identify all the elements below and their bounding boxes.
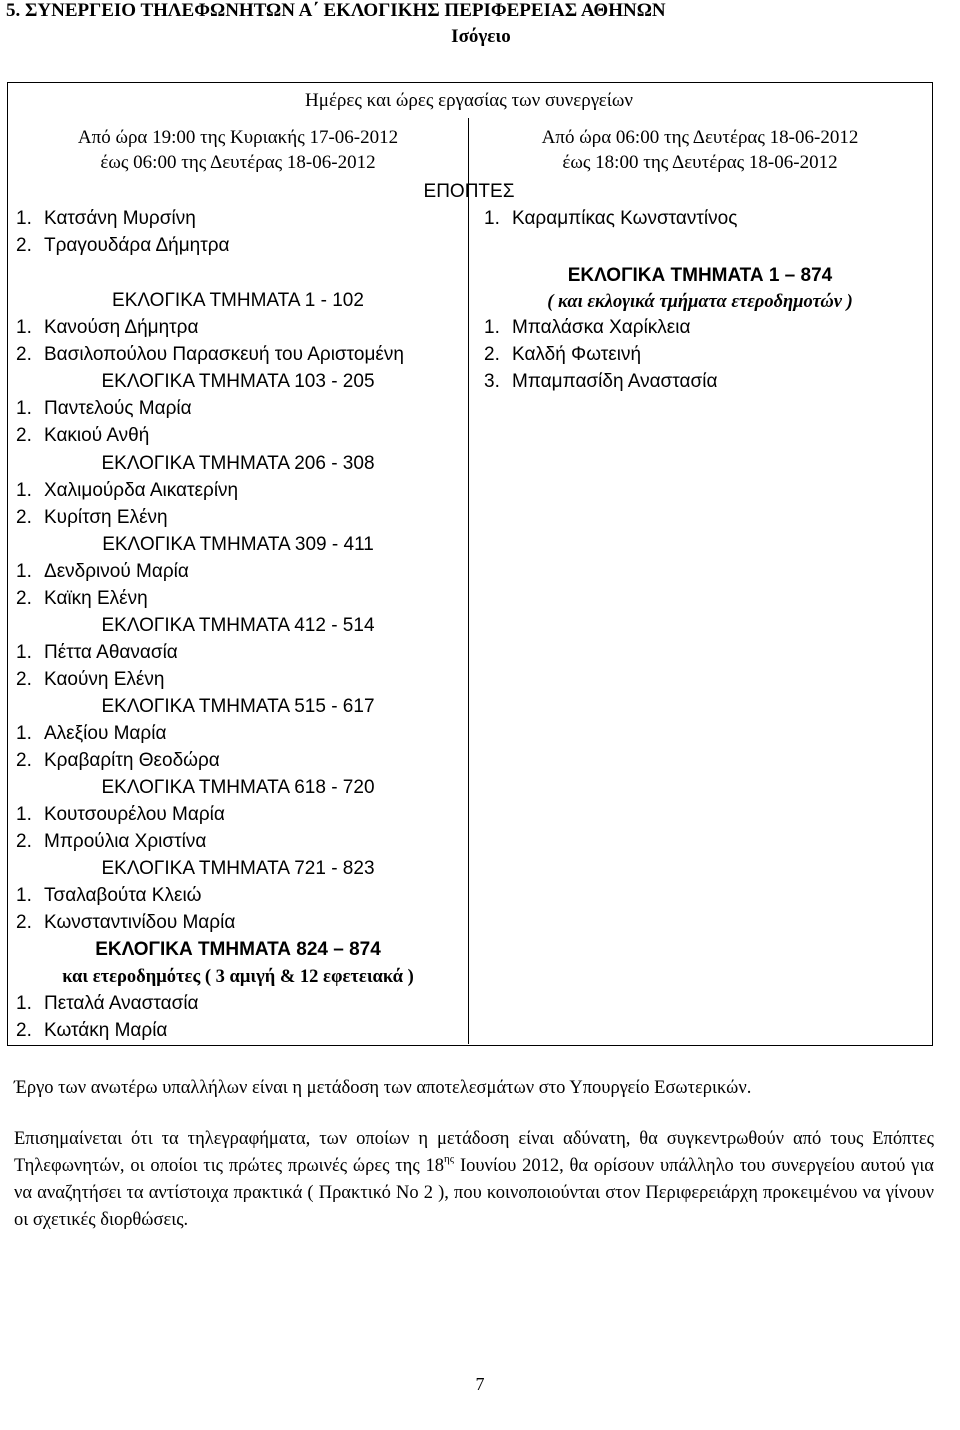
left-header-line-2: έως 06:00 της Δευτέρας 18-06-2012 [100, 152, 376, 173]
left-section-1-person-1: 1. Κανούση Δήμητρα [16, 317, 199, 338]
left-section-5-person-2: 2. Καούνη Ελένη [16, 669, 165, 690]
left-supervisor-1: 1. Κατσάνη Μυρσίνη [16, 208, 196, 229]
left-section-5-person-1: 1. Πέττα Αθανασία [16, 642, 178, 663]
left-section-1-title: ΕΚΛΟΓΙΚΑ ΤΜΗΜΑΤΑ 1 - 102 [112, 290, 364, 311]
heading-subtitle: Ισόγειο [451, 26, 511, 47]
left-section-3-title: ΕΚΛΟΓΙΚΑ ΤΜΗΜΑΤΑ 206 - 308 [101, 453, 375, 474]
right-header-line-1: Από ώρα 06:00 της Δευτέρας 18-06-2012 [541, 127, 859, 148]
left-section-4-person-1: 1. Δενδρινού Μαρία [16, 561, 189, 582]
left-section-4-title: ΕΚΛΟΓΙΚΑ ΤΜΗΜΑΤΑ 309 - 411 [102, 534, 374, 555]
right-header-line-2: έως 18:00 της Δευτέρας 18-06-2012 [562, 152, 838, 173]
page-number: 7 [475, 1374, 485, 1394]
left-section-2-person-1: 1. Παντελούς Μαρία [16, 398, 192, 419]
left-section-9-person-2: 2. Κωτάκη Μαρία [16, 1020, 168, 1041]
left-section-9-subtitle: και ετεροδημότες ( 3 αμιγή & 12 εφετειακά ) [62, 967, 414, 987]
left-section-6-title: ΕΚΛΟΓΙΚΑ ΤΜΗΜΑΤΑ 515 - 617 [101, 696, 375, 717]
left-section-3-person-1: 1. Χαλιμούρδα Αικατερίνη [16, 480, 239, 501]
right-person-3: 3. Μπαμπασίδη Αναστασία [484, 371, 718, 392]
left-section-8-title: ΕΚΛΟΓΙΚΑ ΤΜΗΜΑΤΑ 721 - 823 [101, 858, 375, 879]
left-header-line-1: Από ώρα 19:00 της Κυριακής 17-06-2012 [77, 127, 399, 148]
left-section-6-person-1: 1. Αλεξίου Μαρία [16, 723, 167, 744]
left-section-3-person-2: 2. Κυρίτση Ελένη [16, 507, 168, 528]
right-person-2: 2. Καλδή Φωτεινή [484, 344, 642, 365]
left-section-2-person-2: 2. Κακιού Ανθή [16, 425, 150, 446]
right-supervisor-1: 1. Καραμπίκας Κωνσταντίνος [484, 208, 738, 229]
left-section-7-person-2: 2. Μπρούλια Χριστίνα [16, 831, 207, 852]
left-section-1-person-2: 2. Βασιλοπούλου Παρασκευή του Αριστομένη [16, 344, 404, 365]
left-section-2-title: ΕΚΛΟΓΙΚΑ ΤΜΗΜΑΤΑ 103 - 205 [101, 371, 375, 392]
heading-title: 5. ΣΥΝΕΡΓΕΙΟ ΤΗΛΕΦΩΝΗΤΩΝ Α΄ ΕΚΛΟΓΙΚΗΣ ΠΕΡΙΦΕΡΕΙΑΣ ΑΘΗΝΩΝ [6, 0, 666, 21]
table-caption: Ημέρες και ώρες εργασίας των συνεργείων [305, 90, 633, 111]
left-supervisor-2: 2. Τραγουδάρα Δήμητρα [16, 235, 230, 256]
right-person-1: 1. Μπαλάσκα Χαρίκλεια [484, 317, 691, 338]
left-section-9-title: ΕΚΛΟΓΙΚΑ ΤΜΗΜΑΤΑ 824 – 874 [95, 939, 381, 960]
right-section-subtitle: ( και εκλογικά τμήματα ετεροδημοτών ) [547, 292, 853, 312]
table-column-divider [468, 118, 469, 1044]
epoptes-label: ΕΠΟΠΤΕΣ [423, 181, 515, 202]
left-section-9-person-1: 1. Πεταλά Αναστασία [16, 993, 199, 1014]
left-section-5-title: ΕΚΛΟΓΙΚΑ ΤΜΗΜΑΤΑ 412 - 514 [101, 615, 375, 636]
superscript-ordinal: ης [444, 1153, 455, 1165]
left-section-7-person-1: 1. Κουτσουρέλου Μαρία [16, 804, 225, 825]
right-section-title: ΕΚΛΟΓΙΚΑ ΤΜΗΜΑΤΑ 1 – 874 [567, 265, 833, 286]
left-section-7-title: ΕΚΛΟΓΙΚΑ ΤΜΗΜΑΤΑ 618 - 720 [101, 777, 375, 798]
left-section-4-person-2: 2. Καϊκη Ελένη [16, 588, 148, 609]
paragraph-note: Επισημαίνεται ότι τα τηλεγραφήματα, των οποίων η μετάδοση είναι αδύνατη, θα συγκεντρωθούν από τους Επόπτες Τηλεφωνητών, οι οποίοι τις πρώτες πρωινές ώρες της $18^{\eta\varsigma}$ Ιουνίου 2012, θα ορίσουν υπάλληλο του συνεργείου αυτού για να αναζητήσει τα αντίστοιχα πρακτικά ( Πρακτικό Νο 2 ), που κοινοποιούνται στον Περιφερειάρχη προκειμένου να γίνουν οι σχετικές διορθώσεις. [14, 1129, 934, 1230]
left-section-6-person-2: 2. Κραβαρίτη Θεοδώρα [16, 750, 220, 771]
left-section-8-person-2: 2. Κωνσταντινίδου Μαρία [16, 912, 236, 933]
paragraph-duty: Έργο των ανωτέρω υπαλλήλων είναι η μετάδοση των αποτελεσμάτων στο Υπουργείο Εσωτερικών. [14, 1078, 752, 1098]
left-section-8-person-1: 1. Τσαλαβούτα Κλειώ [16, 885, 202, 906]
